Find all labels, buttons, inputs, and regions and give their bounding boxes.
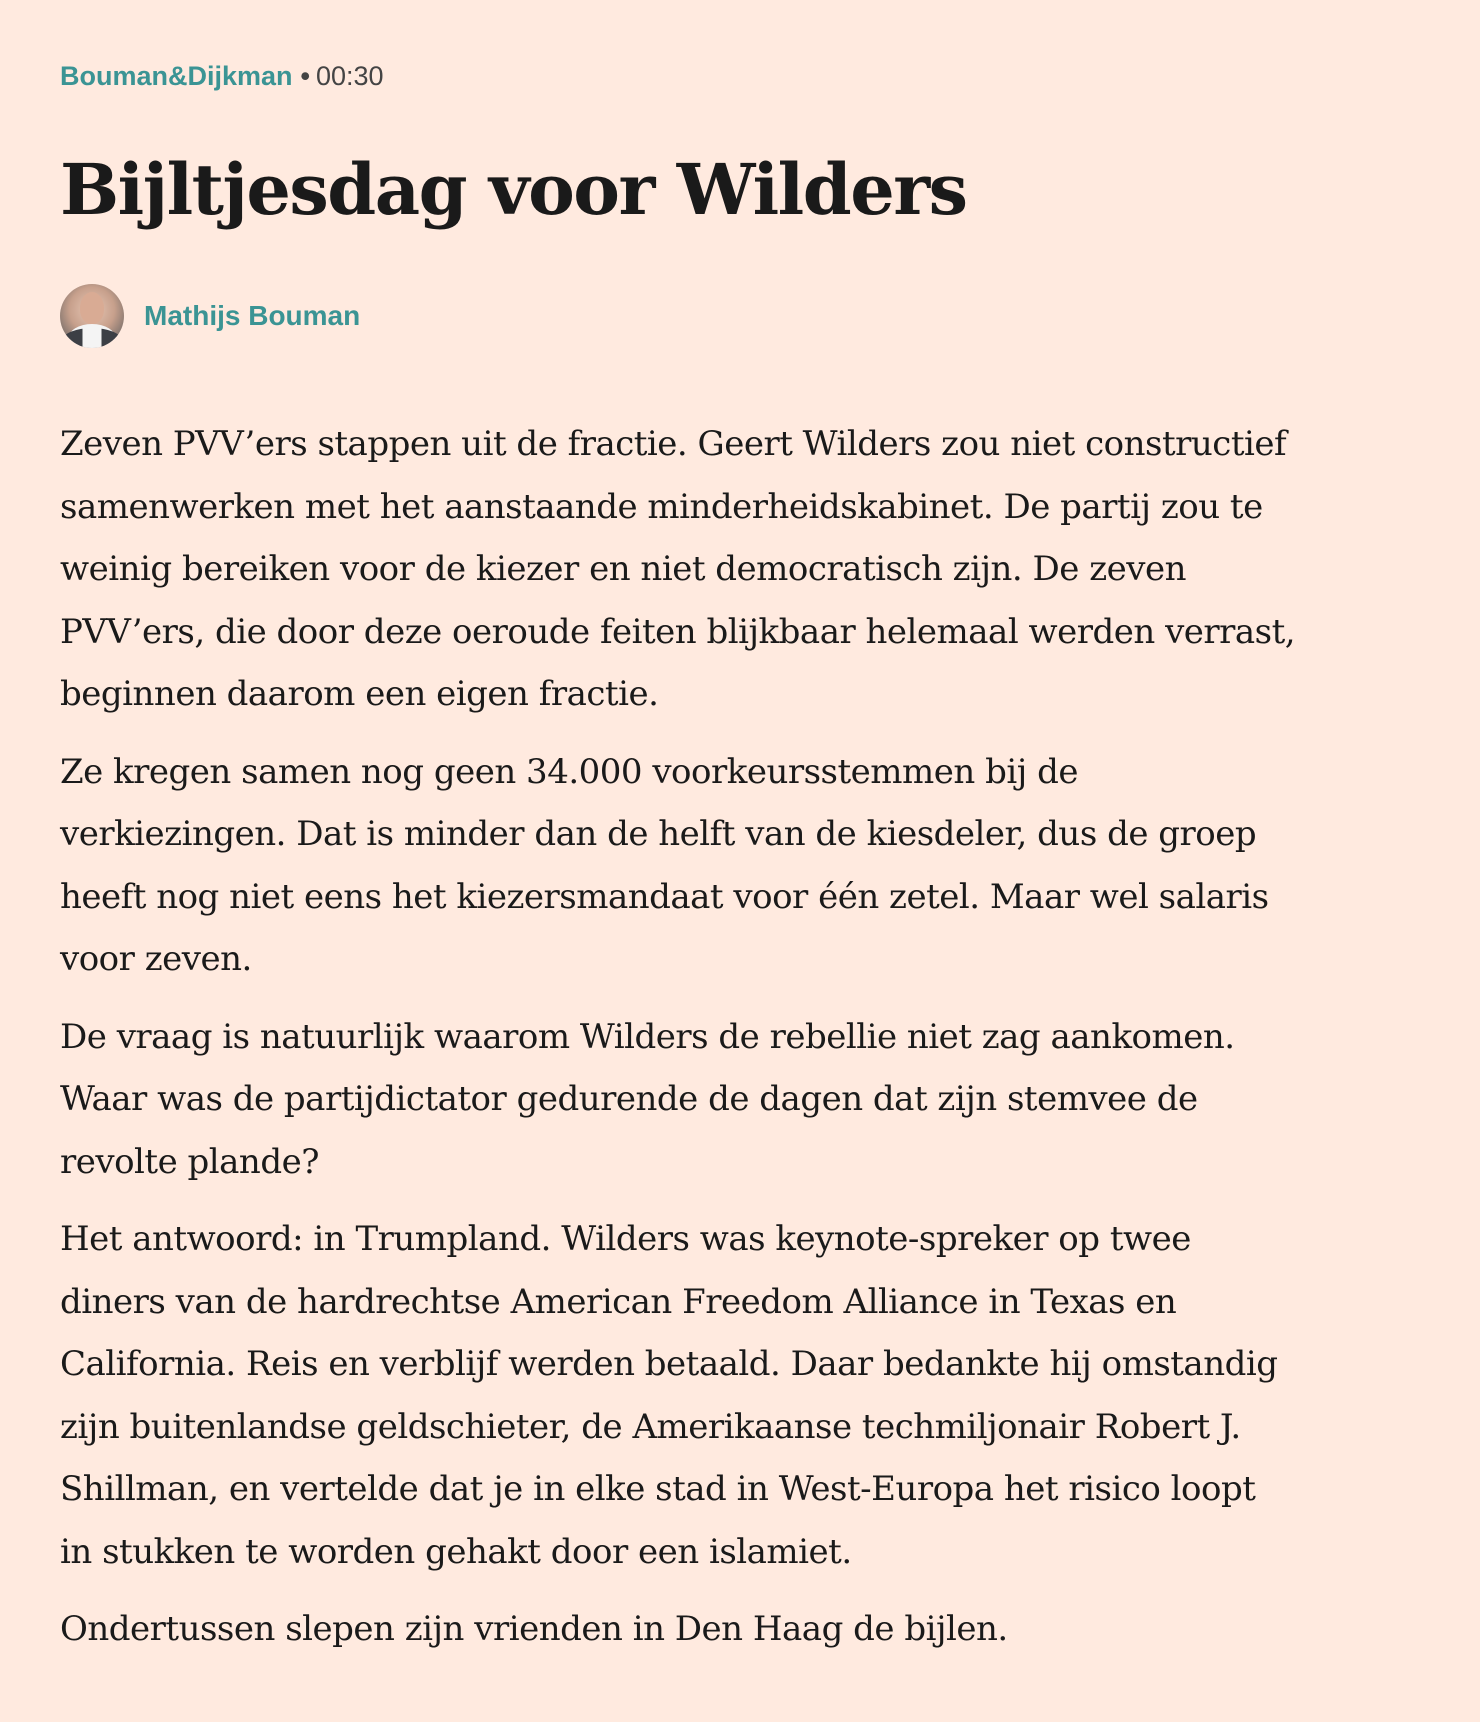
paragraph-line: revolte plande?	[60, 1141, 319, 1182]
meta-separator: •	[300, 61, 310, 91]
paragraph-line: Waar was de partijdictator gedurende de dagen dat zijn stemvee de	[60, 1079, 1198, 1119]
body-paragraph	[60, 1006, 1420, 1194]
paragraph-line: heeft nog niet eens het kiezersmandaat voor één zetel. Maar wel salaris	[60, 876, 1269, 917]
article-body	[60, 413, 1420, 1676]
paragraph-line: voor zeven.	[60, 939, 252, 979]
paragraph-line: samenwerken met het aanstaande minderheidskabinet. De partij zou te	[60, 486, 1263, 527]
paragraph-line: zijn buitenlandse geldschieter, de Amerikaanse techmiljonair Robert J.	[60, 1406, 1241, 1447]
paragraph-line: diners van de hardrechtse American Freedom Alliance in Texas en	[60, 1281, 1177, 1322]
paragraph-line: PVV’ers, die door deze oeroude feiten blijkbaar helemaal werden verrast,	[60, 611, 1296, 652]
paragraph-line: Shillman, en vertelde dat je in elke stad in West-Europa het risico loopt	[60, 1469, 1256, 1509]
paragraph-line: Het antwoord: in Trumpland. Wilders was keynote-spreker op twee	[60, 1219, 1191, 1259]
paragraph-line: beginnen daarom een eigen fractie.	[60, 674, 659, 714]
paragraph-line: Zeven PVV’ers stappen uit de fractie. Geert Wilders zou niet constructief	[60, 424, 1287, 464]
body-paragraph	[60, 413, 1420, 726]
author-avatar[interactable]	[60, 284, 124, 348]
author-link[interactable]: Mathijs Bouman	[144, 300, 361, 331]
paragraph-line: Ze kregen samen nog geen 34.000 voorkeursstemmen bij de	[60, 751, 1078, 792]
body-paragraph	[60, 741, 1420, 991]
body-paragraph	[60, 1208, 1420, 1583]
paragraph-line: weinig bereiken voor de kiezer en niet democratisch zijn. De zeven	[60, 549, 1186, 589]
paragraph-line: verkiezingen. Dat is minder dan de helft van de kiesdeler, dus de groep	[60, 814, 1257, 854]
paragraph-line: California. Reis en verblijf werden betaald. Daar bedankte hij omstandig	[60, 1344, 1278, 1384]
paragraph-line: De vraag is natuurlijk waarom Wilders de rebellie niet zag aankomen.	[60, 1016, 1235, 1057]
paragraph-line: in stukken te worden gehakt door een islamiet.	[60, 1531, 852, 1572]
byline	[60, 284, 360, 348]
column-link[interactable]: Bouman&Dijkman	[60, 61, 293, 91]
paragraph-line: Ondertussen slepen zijn vrienden in Den Haag de bijlen.	[60, 1609, 1008, 1649]
publish-time: 00:30	[316, 61, 384, 91]
article-title: Bijltjesdag voor Wilders	[60, 148, 967, 231]
article-meta	[60, 58, 384, 94]
body-paragraph	[60, 1598, 1420, 1661]
